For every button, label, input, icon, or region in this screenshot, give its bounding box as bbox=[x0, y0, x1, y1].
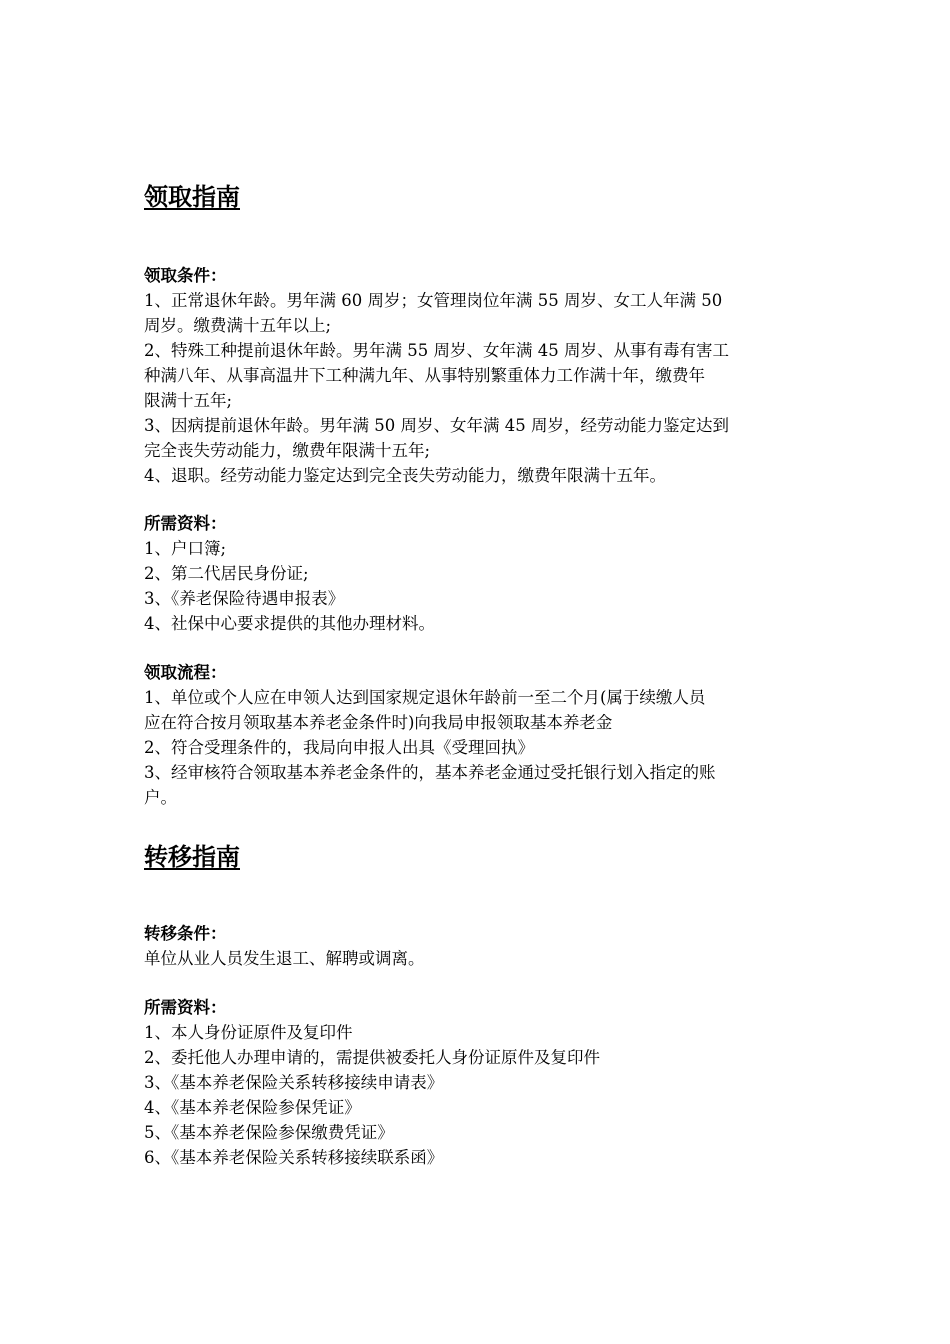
list-item: 完全丧失劳动能力，缴费年限满十五年; bbox=[144, 441, 431, 460]
group-heading: 领取条件： bbox=[144, 266, 227, 285]
group-heading: 所需资料： bbox=[144, 514, 227, 533]
list-item: 周岁。缴费满十五年以上; bbox=[144, 316, 332, 335]
list-item: 1、单位或个人应在申领人达到国家规定退休年龄前一至二个月(属于续缴人员 bbox=[144, 688, 706, 707]
list-item: 1、户口簿; bbox=[144, 539, 227, 558]
list-item: 2、第二代居民身份证; bbox=[144, 564, 309, 583]
list-item: 2、符合受理条件的，我局向申报人出具《受理回执》 bbox=[144, 738, 534, 757]
list-item: 4、退职。经劳动能力鉴定达到完全丧失劳动能力，缴费年限满十五年。 bbox=[144, 466, 666, 485]
list-item: 3、《基本养老保险关系转移接续申请表》 bbox=[144, 1073, 444, 1092]
group-heading: 所需资料： bbox=[144, 998, 227, 1017]
list-item: 3、因病提前退休年龄。男年满 50 周岁、女年满 45 周岁，经劳动能力鉴定达到 bbox=[144, 416, 729, 435]
group-transfer-conditions bbox=[144, 921, 812, 971]
group-claim-process bbox=[144, 660, 812, 810]
list-item: 3、经审核符合领取基本养老金条件的，基本养老金通过受托银行划入指定的账 bbox=[144, 763, 716, 782]
list-item: 单位从业人员发生退工、解聘或调离。 bbox=[144, 949, 425, 968]
list-item: 1、本人身份证原件及复印件 bbox=[144, 1023, 353, 1042]
list-item: 户。 bbox=[144, 788, 177, 807]
section-title-claim-guide: 领取指南 bbox=[144, 182, 240, 211]
section-1 bbox=[144, 182, 812, 212]
group-claim-conditions bbox=[144, 263, 812, 488]
list-item: 2、委托他人办理申请的，需提供被委托人身份证原件及复印件 bbox=[144, 1048, 600, 1067]
list-item: 5、《基本养老保险参保缴费凭证》 bbox=[144, 1123, 394, 1142]
list-item: 种满八年、从事高温井下工种满九年、从事特别繁重体力工作满十年，缴费年 bbox=[144, 366, 705, 385]
section-2 bbox=[144, 842, 812, 872]
group-heading: 领取流程： bbox=[144, 663, 227, 682]
section-title-transfer-guide: 转移指南 bbox=[144, 842, 240, 871]
list-item: 3、《养老保险待遇申报表》 bbox=[144, 589, 345, 608]
list-item: 6、《基本养老保险关系转移接续联系函》 bbox=[144, 1148, 444, 1167]
group-transfer-documents bbox=[144, 995, 812, 1170]
list-item: 应在符合按月领取基本养老金条件时)向我局申报领取基本养老金 bbox=[144, 713, 613, 732]
list-item: 限满十五年; bbox=[144, 391, 233, 410]
list-item: 2、特殊工种提前退休年龄。男年满 55 周岁、女年满 45 周岁、从事有毒有害工 bbox=[144, 341, 729, 360]
list-item: 4、社保中心要求提供的其他办理材料。 bbox=[144, 614, 435, 633]
group-heading: 转移条件： bbox=[144, 924, 227, 943]
list-item: 4、《基本养老保险参保凭证》 bbox=[144, 1098, 361, 1117]
group-required-documents bbox=[144, 511, 812, 636]
list-item: 1、正常退休年龄。男年满 60 周岁；女管理岗位年满 55 周岁、女工人年满 50 bbox=[144, 291, 723, 310]
